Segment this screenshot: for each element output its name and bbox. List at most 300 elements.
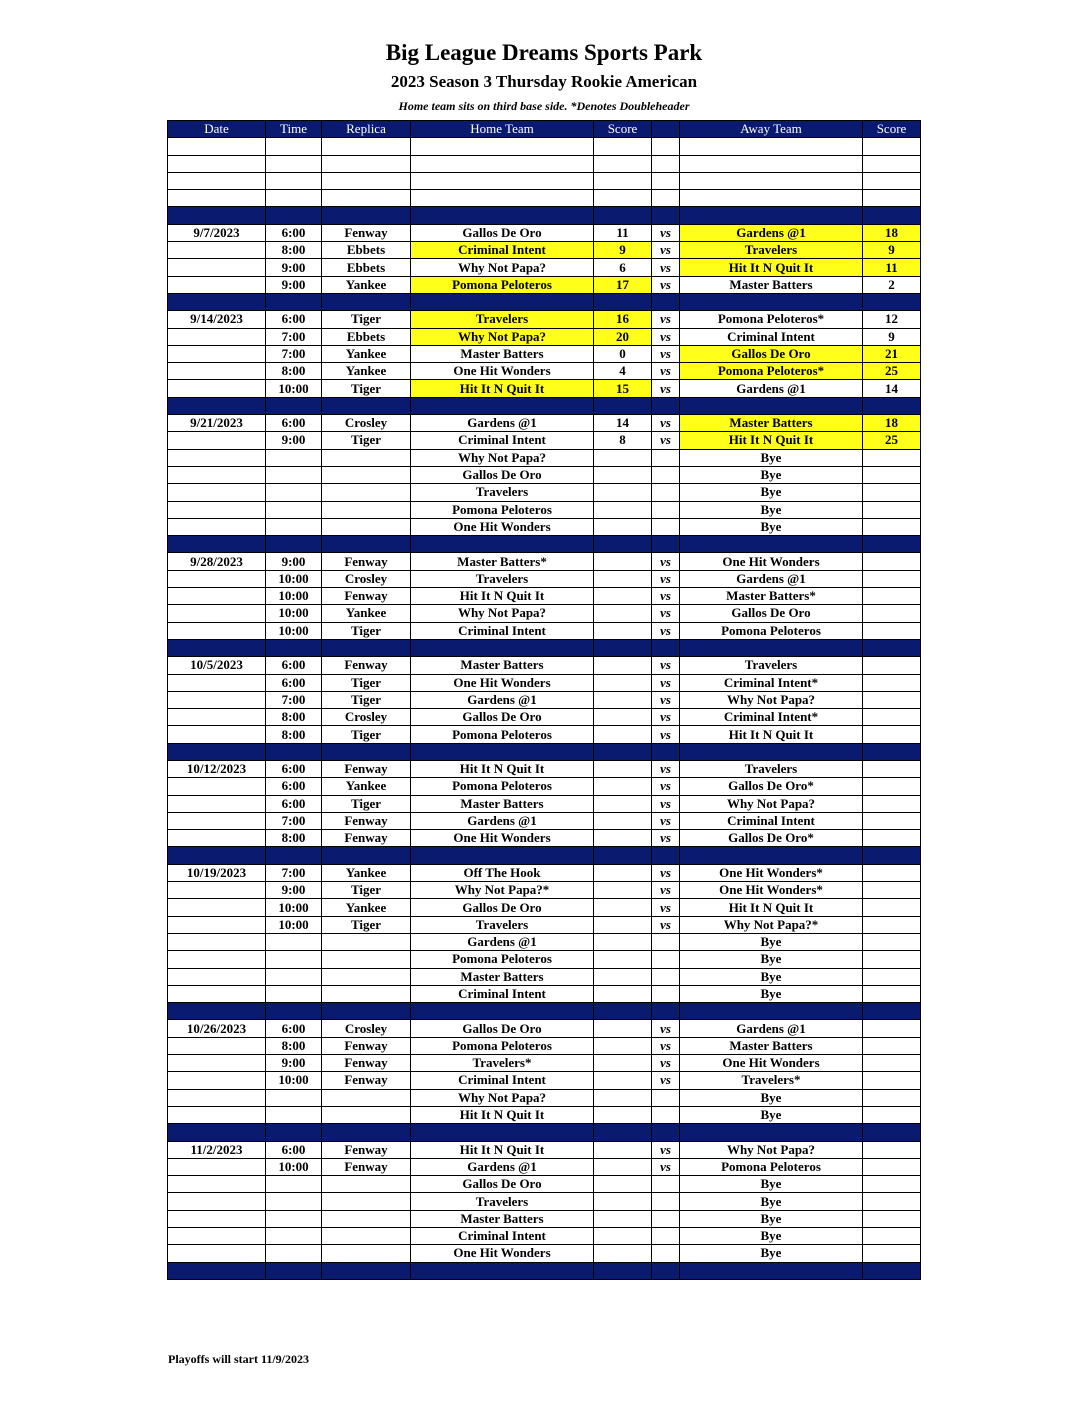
time-cell: 9:00 [266, 553, 322, 570]
vs-cell [652, 968, 680, 985]
table-row [168, 657, 921, 674]
home-score-cell [594, 518, 652, 535]
vs-cell [652, 466, 680, 483]
away-score-cell [863, 605, 921, 622]
table-row [168, 224, 921, 241]
table-row [168, 345, 921, 362]
week-separator-row [168, 639, 921, 656]
away-score-cell [863, 588, 921, 605]
date-cell [168, 345, 266, 362]
away-team-cell: Bye [680, 518, 863, 535]
home-team-cell: Pomona Peloteros [411, 276, 594, 293]
time-cell [266, 1193, 322, 1210]
separator-cell [168, 743, 266, 760]
table-row [168, 933, 921, 950]
time-cell [266, 985, 322, 1002]
date-cell [168, 674, 266, 691]
table-row [168, 1037, 921, 1054]
replica-cell: Yankee [322, 605, 411, 622]
time-cell: 10:00 [266, 1072, 322, 1089]
home-team-cell: One Hit Wonders [411, 363, 594, 380]
time-cell: 10:00 [266, 916, 322, 933]
separator-cell [411, 847, 594, 864]
away-score-cell [863, 1141, 921, 1158]
time-cell [266, 518, 322, 535]
date-cell [168, 1245, 266, 1262]
date-cell [168, 882, 266, 899]
away-score-cell [863, 1176, 921, 1193]
separator-cell [594, 293, 652, 310]
table-row [168, 1072, 921, 1089]
home-team-cell: Gardens @1 [411, 1158, 594, 1175]
date-cell [168, 1210, 266, 1227]
replica-cell: Fenway [322, 1055, 411, 1072]
blank-row [168, 155, 921, 172]
date-cell [168, 812, 266, 829]
col-header-home-score: Score [594, 121, 652, 138]
away-score-cell [863, 709, 921, 726]
home-team-cell: Gardens @1 [411, 933, 594, 950]
replica-cell: Fenway [322, 588, 411, 605]
replica-cell [322, 1176, 411, 1193]
home-team-cell: Gallos De Oro [411, 224, 594, 241]
home-team-cell: Master Batters [411, 345, 594, 362]
home-score-cell: 9 [594, 242, 652, 259]
week-separator-row [168, 847, 921, 864]
replica-cell [322, 501, 411, 518]
table-row [168, 553, 921, 570]
home-team-cell: Travelers [411, 484, 594, 501]
table-row [168, 882, 921, 899]
replica-cell: Fenway [322, 1158, 411, 1175]
date-cell: 11/2/2023 [168, 1141, 266, 1158]
time-cell: 6:00 [266, 795, 322, 812]
blank-cell [652, 172, 680, 189]
time-cell: 6:00 [266, 1141, 322, 1158]
table-row [168, 760, 921, 777]
home-score-cell: 15 [594, 380, 652, 397]
separator-cell [594, 536, 652, 553]
away-score-cell [863, 899, 921, 916]
home-score-cell [594, 951, 652, 968]
away-team-cell: Pomona Peloteros* [680, 363, 863, 380]
home-score-cell [594, 1020, 652, 1037]
time-cell: 9:00 [266, 259, 322, 276]
date-cell [168, 968, 266, 985]
home-score-cell [594, 760, 652, 777]
separator-cell [863, 293, 921, 310]
away-score-cell [863, 812, 921, 829]
date-cell [168, 1037, 266, 1054]
playoffs-note: Playoffs will start 11/9/2023 [168, 1352, 309, 1366]
replica-cell [322, 985, 411, 1002]
away-team-cell: Hit It N Quit It [680, 726, 863, 743]
date-cell [168, 1055, 266, 1072]
table-row [168, 795, 921, 812]
away-score-cell: 18 [863, 224, 921, 241]
vs-cell [652, 518, 680, 535]
time-cell: 6:00 [266, 674, 322, 691]
replica-cell: Ebbets [322, 242, 411, 259]
away-score-cell [863, 518, 921, 535]
date-cell [168, 259, 266, 276]
away-team-cell: Gallos De Oro* [680, 830, 863, 847]
blank-cell [411, 172, 594, 189]
away-score-cell [863, 674, 921, 691]
home-team-cell: Gardens @1 [411, 691, 594, 708]
date-cell [168, 709, 266, 726]
vs-cell: vs [652, 1020, 680, 1037]
home-score-cell [594, 484, 652, 501]
date-cell [168, 518, 266, 535]
replica-cell: Crosley [322, 570, 411, 587]
away-team-cell: One Hit Wonders [680, 553, 863, 570]
col-header-vs [652, 121, 680, 138]
home-team-cell: Hit It N Quit It [411, 760, 594, 777]
home-score-cell [594, 726, 652, 743]
away-team-cell: Bye [680, 1245, 863, 1262]
table-row [168, 1055, 921, 1072]
blank-cell [411, 190, 594, 207]
away-team-cell: Bye [680, 1106, 863, 1123]
blank-cell [652, 190, 680, 207]
separator-cell [594, 397, 652, 414]
away-score-cell [863, 795, 921, 812]
home-score-cell [594, 657, 652, 674]
table-row [168, 311, 921, 328]
time-cell [266, 951, 322, 968]
table-row [168, 899, 921, 916]
away-team-cell: Travelers [680, 657, 863, 674]
table-row [168, 1210, 921, 1227]
away-score-cell [863, 466, 921, 483]
date-cell [168, 830, 266, 847]
home-score-cell [594, 1089, 652, 1106]
table-row [168, 709, 921, 726]
home-team-cell: Gallos De Oro [411, 466, 594, 483]
vs-cell [652, 951, 680, 968]
blank-cell [266, 172, 322, 189]
separator-cell [863, 1003, 921, 1020]
vs-cell: vs [652, 363, 680, 380]
vs-cell [652, 1228, 680, 1245]
away-team-cell: Travelers [680, 760, 863, 777]
home-score-cell [594, 1228, 652, 1245]
home-score-cell [594, 899, 652, 916]
replica-cell [322, 933, 411, 950]
blank-cell [594, 138, 652, 155]
home-team-cell: Off The Hook [411, 864, 594, 881]
vs-cell: vs [652, 276, 680, 293]
time-cell [266, 466, 322, 483]
blank-cell [168, 190, 266, 207]
blank-cell [863, 155, 921, 172]
table-row [168, 605, 921, 622]
separator-cell [863, 1124, 921, 1141]
away-team-cell: Bye [680, 484, 863, 501]
away-team-cell: Gallos De Oro [680, 605, 863, 622]
time-cell: 6:00 [266, 224, 322, 241]
home-team-cell: One Hit Wonders [411, 518, 594, 535]
table-row [168, 380, 921, 397]
time-cell: 10:00 [266, 1158, 322, 1175]
vs-cell: vs [652, 674, 680, 691]
date-cell [168, 570, 266, 587]
time-cell: 10:00 [266, 605, 322, 622]
table-row [168, 242, 921, 259]
date-cell [168, 1158, 266, 1175]
home-team-cell: Hit It N Quit It [411, 1106, 594, 1123]
date-cell [168, 1106, 266, 1123]
separator-cell [594, 639, 652, 656]
blank-cell [863, 138, 921, 155]
away-team-cell: Master Batters [680, 415, 863, 432]
away-score-cell [863, 1089, 921, 1106]
home-score-cell: 6 [594, 259, 652, 276]
table-row [168, 985, 921, 1002]
replica-cell [322, 1193, 411, 1210]
replica-cell [322, 449, 411, 466]
away-score-cell: 9 [863, 242, 921, 259]
time-cell: 10:00 [266, 622, 322, 639]
away-team-cell: Why Not Papa?* [680, 916, 863, 933]
week-separator-row [168, 397, 921, 414]
home-team-cell: Travelers [411, 1193, 594, 1210]
blank-cell [411, 155, 594, 172]
home-team-cell: Why Not Papa? [411, 1089, 594, 1106]
home-score-cell [594, 570, 652, 587]
home-team-cell: Travelers* [411, 1055, 594, 1072]
separator-cell [266, 207, 322, 224]
home-score-cell [594, 1245, 652, 1262]
time-cell: 10:00 [266, 570, 322, 587]
replica-cell: Crosley [322, 1020, 411, 1037]
home-score-cell [594, 1210, 652, 1227]
vs-cell: vs [652, 830, 680, 847]
away-score-cell: 18 [863, 415, 921, 432]
away-score-cell [863, 1055, 921, 1072]
home-team-cell: Pomona Peloteros [411, 501, 594, 518]
replica-cell: Tiger [322, 916, 411, 933]
separator-cell [322, 536, 411, 553]
replica-cell: Ebbets [322, 259, 411, 276]
separator-cell [322, 847, 411, 864]
time-cell [266, 484, 322, 501]
home-score-cell: 17 [594, 276, 652, 293]
replica-cell: Crosley [322, 415, 411, 432]
home-team-cell: Master Batters [411, 1210, 594, 1227]
away-team-cell: Why Not Papa? [680, 795, 863, 812]
date-cell [168, 951, 266, 968]
vs-cell: vs [652, 415, 680, 432]
time-cell [266, 1176, 322, 1193]
date-cell [168, 916, 266, 933]
home-team-cell: Gallos De Oro [411, 1176, 594, 1193]
vs-cell: vs [652, 899, 680, 916]
blank-cell [680, 172, 863, 189]
date-cell: 9/21/2023 [168, 415, 266, 432]
date-cell [168, 276, 266, 293]
away-team-cell: Criminal Intent [680, 328, 863, 345]
away-score-cell [863, 916, 921, 933]
separator-cell [411, 1003, 594, 1020]
replica-cell: Tiger [322, 691, 411, 708]
away-team-cell: Travelers [680, 242, 863, 259]
separator-cell [594, 743, 652, 760]
separator-cell [266, 639, 322, 656]
away-score-cell [863, 830, 921, 847]
vs-cell: vs [652, 605, 680, 622]
time-cell: 9:00 [266, 276, 322, 293]
table-row [168, 864, 921, 881]
blank-cell [168, 172, 266, 189]
vs-cell [652, 501, 680, 518]
table-row [168, 726, 921, 743]
vs-cell: vs [652, 916, 680, 933]
separator-cell [322, 1003, 411, 1020]
date-cell [168, 795, 266, 812]
table-header-row [168, 121, 921, 138]
blank-cell [322, 138, 411, 155]
away-score-cell [863, 484, 921, 501]
away-team-cell: Criminal Intent* [680, 709, 863, 726]
home-score-cell [594, 882, 652, 899]
replica-cell: Fenway [322, 553, 411, 570]
date-cell [168, 622, 266, 639]
home-team-cell: Why Not Papa? [411, 328, 594, 345]
away-team-cell: Master Batters* [680, 588, 863, 605]
date-cell [168, 242, 266, 259]
time-cell: 8:00 [266, 242, 322, 259]
away-team-cell: Bye [680, 1193, 863, 1210]
vs-cell: vs [652, 242, 680, 259]
home-score-cell [594, 622, 652, 639]
home-score-cell [594, 968, 652, 985]
table-row [168, 830, 921, 847]
blank-cell [168, 155, 266, 172]
away-score-cell [863, 1037, 921, 1054]
separator-cell [322, 397, 411, 414]
separator-cell [322, 743, 411, 760]
separator-cell [652, 743, 680, 760]
vs-cell: vs [652, 709, 680, 726]
time-cell: 8:00 [266, 726, 322, 743]
away-team-cell: Bye [680, 501, 863, 518]
blank-cell [594, 155, 652, 172]
replica-cell [322, 968, 411, 985]
home-team-cell: Travelers [411, 916, 594, 933]
blank-cell [680, 155, 863, 172]
home-score-cell [594, 1072, 652, 1089]
home-score-cell [594, 1106, 652, 1123]
date-cell [168, 778, 266, 795]
table-row [168, 1176, 921, 1193]
date-cell [168, 985, 266, 1002]
blank-cell [863, 190, 921, 207]
separator-cell [266, 1262, 322, 1279]
home-score-cell [594, 588, 652, 605]
replica-cell: Tiger [322, 432, 411, 449]
vs-cell: vs [652, 1141, 680, 1158]
time-cell [266, 1210, 322, 1227]
vs-cell: vs [652, 622, 680, 639]
separator-cell [594, 1003, 652, 1020]
replica-cell: Fenway [322, 812, 411, 829]
home-team-cell: Pomona Peloteros [411, 951, 594, 968]
home-team-cell: Gardens @1 [411, 415, 594, 432]
col-header-time: Time [266, 121, 322, 138]
away-score-cell: 14 [863, 380, 921, 397]
home-team-cell: One Hit Wonders [411, 674, 594, 691]
home-team-cell: Why Not Papa? [411, 259, 594, 276]
table-row [168, 674, 921, 691]
separator-cell [266, 293, 322, 310]
separator-cell [652, 639, 680, 656]
date-cell [168, 484, 266, 501]
time-cell [266, 1228, 322, 1245]
separator-cell [322, 207, 411, 224]
home-score-cell [594, 1193, 652, 1210]
week-separator-row [168, 293, 921, 310]
table-row [168, 449, 921, 466]
home-team-cell: Travelers [411, 570, 594, 587]
time-cell: 10:00 [266, 380, 322, 397]
replica-cell: Crosley [322, 709, 411, 726]
replica-cell: Yankee [322, 864, 411, 881]
replica-cell: Tiger [322, 882, 411, 899]
separator-cell [652, 1124, 680, 1141]
home-score-cell [594, 795, 652, 812]
vs-cell: vs [652, 328, 680, 345]
replica-cell [322, 484, 411, 501]
replica-cell: Tiger [322, 795, 411, 812]
separator-cell [168, 1124, 266, 1141]
week-separator-row [168, 536, 921, 553]
time-cell [266, 1106, 322, 1123]
separator-cell [680, 743, 863, 760]
away-team-cell: Gardens @1 [680, 570, 863, 587]
home-score-cell: 20 [594, 328, 652, 345]
home-team-cell: Gallos De Oro [411, 1020, 594, 1037]
away-team-cell: Gallos De Oro* [680, 778, 863, 795]
replica-cell: Fenway [322, 830, 411, 847]
vs-cell [652, 1245, 680, 1262]
date-cell [168, 933, 266, 950]
away-team-cell: Pomona Peloteros [680, 622, 863, 639]
away-team-cell: Gardens @1 [680, 224, 863, 241]
away-team-cell: Bye [680, 951, 863, 968]
time-cell: 7:00 [266, 691, 322, 708]
away-team-cell: Gardens @1 [680, 1020, 863, 1037]
home-score-cell [594, 916, 652, 933]
vs-cell: vs [652, 588, 680, 605]
away-score-cell [863, 778, 921, 795]
table-row [168, 570, 921, 587]
separator-cell [652, 1003, 680, 1020]
replica-cell: Fenway [322, 1072, 411, 1089]
home-score-cell [594, 985, 652, 1002]
vs-cell: vs [652, 432, 680, 449]
away-team-cell: One Hit Wonders* [680, 864, 863, 881]
date-cell [168, 432, 266, 449]
time-cell: 6:00 [266, 778, 322, 795]
vs-cell [652, 1089, 680, 1106]
home-team-cell: One Hit Wonders [411, 830, 594, 847]
home-team-cell: Criminal Intent [411, 1072, 594, 1089]
home-score-cell [594, 812, 652, 829]
table-row [168, 1193, 921, 1210]
vs-cell: vs [652, 778, 680, 795]
